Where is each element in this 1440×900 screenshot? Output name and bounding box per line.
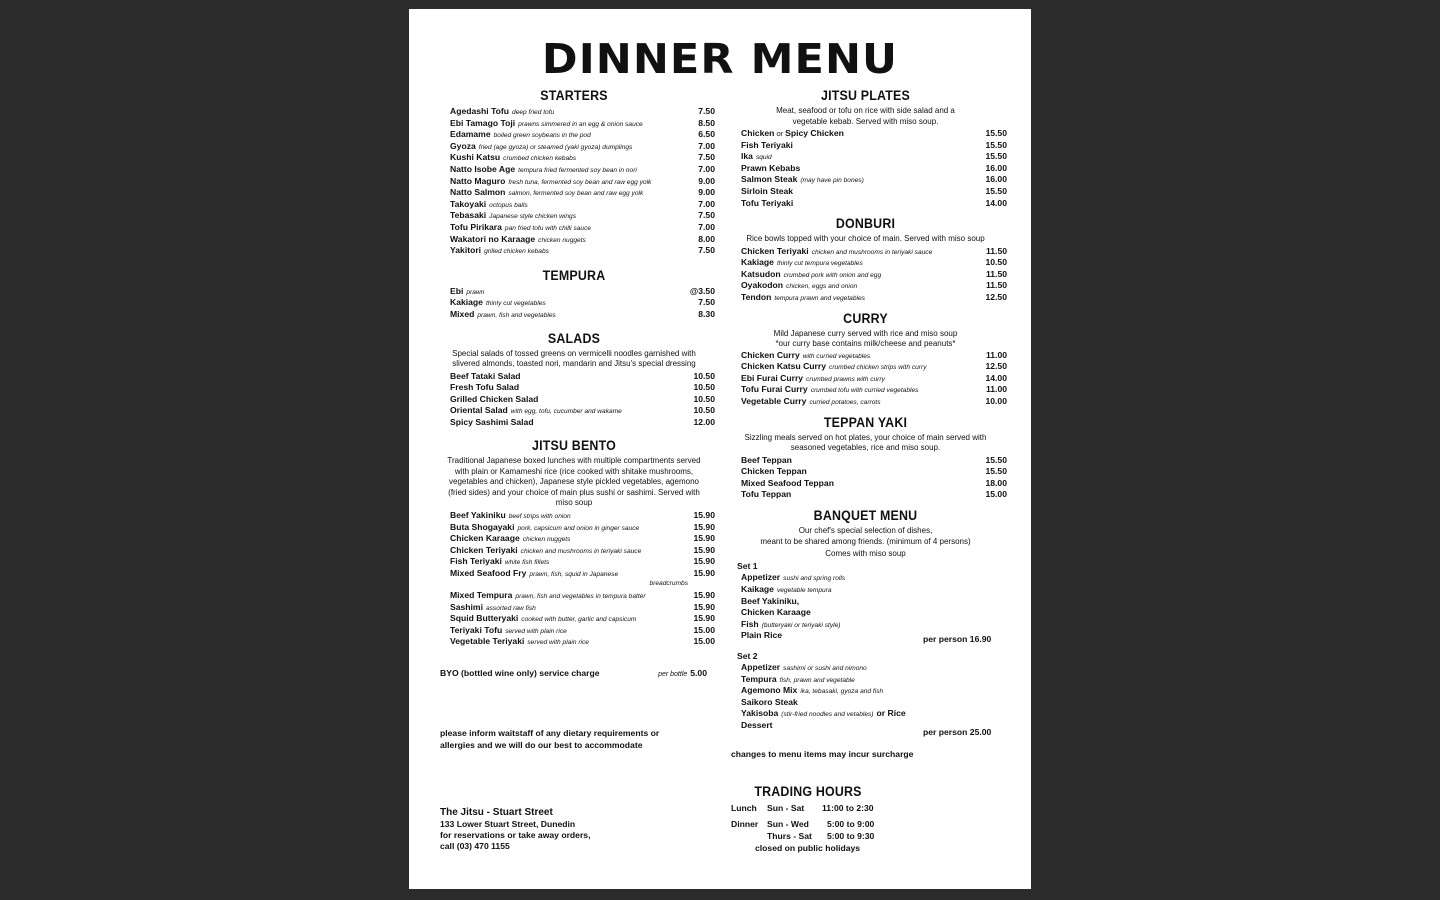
item-description: (stir-fried noodles and vetables) [781, 711, 874, 719]
item-description: (butteryaki or teriyaki style) [761, 621, 841, 629]
lunch-time: 11:00 to 2:30 [822, 803, 874, 813]
menu-item [441, 544, 715, 557]
item-description: prawn [466, 288, 485, 296]
item-description: served with plain rice [527, 639, 589, 647]
starters-list [441, 106, 715, 257]
left-column [441, 88, 715, 648]
item-description: with curried vegetables [802, 352, 871, 360]
item-description: grilled chicken kebabs [484, 248, 549, 256]
item-name: Natto Maguro [450, 175, 506, 186]
dinner-days-1: Sun - Wed [767, 819, 809, 829]
item-name: Natto Isobe Age [450, 163, 516, 174]
menu-item [732, 349, 1007, 362]
menu-item [441, 601, 715, 614]
item-price: 11.50 [985, 280, 1007, 291]
menu-item [441, 393, 715, 406]
item-name: Oriental Salad [450, 405, 508, 416]
item-name: Tendon [741, 292, 772, 303]
lunch-label: Lunch [731, 803, 757, 813]
salads-description: Special salads of tossed greens on vermicelli noodles garnished with slivered almonds, toasted nori, mandarin and Jitsu's special dressing [452, 348, 696, 368]
item-price: 10.00 [985, 396, 1007, 406]
item-description: chicken and mushrooms in teriyaki sauce [811, 248, 933, 256]
item-description: assorted raw fish [485, 604, 536, 612]
item-description: prawns simmered in an egg & onion sauce [518, 120, 643, 128]
menu-item [732, 361, 1007, 373]
item-description: octopus balls [489, 201, 528, 209]
item-price: 15.50 [985, 151, 1007, 162]
menu-item [441, 245, 715, 257]
item-name: Takoyaki [450, 198, 487, 209]
item-description: fresh tuna, fermented soy bean and raw egg yolk [508, 178, 652, 186]
menu-item [732, 489, 1007, 501]
byo-row [440, 668, 707, 678]
menu-item [732, 257, 1007, 269]
item-description: pork, capsicum and onion in ginger sauce [517, 524, 640, 532]
salads-heading: SALADS [547, 330, 601, 346]
item-price: @3.50 [689, 285, 715, 296]
menu-item [441, 129, 715, 141]
item-description: sashimi or sushi and nimono [783, 665, 867, 673]
menu-item [732, 139, 1007, 152]
menu-item [732, 372, 1007, 385]
starters-heading: STARTERS [540, 88, 608, 103]
salads-list [441, 370, 715, 429]
menu-item [732, 619, 999, 631]
item-description: Japanese style chicken wings [489, 213, 577, 221]
donburi-heading: DONBURI [835, 216, 896, 232]
item-name: Tofu Teriyaki [741, 197, 794, 208]
item-name: Dessert [741, 720, 773, 730]
item-price: 15.90 [693, 556, 715, 567]
item-description: crumbed chicken strips with curry [829, 364, 927, 372]
item-description: pan fried tofu with chilli sauce [504, 224, 592, 232]
item-price: 10.50 [693, 405, 715, 416]
item-price: 7.50 [698, 152, 715, 163]
byo-unit: per bottle [658, 671, 688, 678]
item-name: Beef Yakiniku, [741, 595, 800, 606]
menu-item [732, 662, 999, 674]
item-name: Agemono Mix [741, 685, 798, 696]
item-description: crumbed tofu with curried vegetables [810, 387, 919, 395]
item-name: Kakiage [450, 297, 483, 308]
menu-item [732, 572, 999, 584]
menu-item [441, 556, 715, 568]
item-name: Natto Salmon [450, 187, 506, 198]
item-or: or [776, 129, 784, 138]
item-price: 7.50 [698, 297, 715, 308]
item-description: crumbed prawns with curry [806, 375, 885, 383]
trading-hours [731, 785, 971, 854]
item-name: Tofu Pirikara [450, 221, 502, 232]
item-price: 15.50 [985, 139, 1007, 150]
teppan-description: Sizzling meals served on hot plates, your choice of main served with seasoned vegetables, rice and miso soup. [744, 432, 987, 453]
item-name: Buta Shogayaki [450, 521, 515, 532]
item-price: 15.50 [985, 466, 1007, 477]
page-title: DINNER MENU [541, 35, 899, 83]
curry-list [732, 349, 1007, 408]
item-name: Agedashi Tofu [450, 106, 510, 116]
item-price: 15.90 [693, 567, 715, 578]
item-description: served with plain rice [505, 627, 567, 635]
bento-list [441, 509, 715, 648]
item-name: Teriyaki Tofu [450, 624, 503, 635]
item-price: 6.50 [698, 129, 715, 140]
item-name: Beef Tataki Salad [450, 370, 521, 381]
item-price: 7.00 [698, 221, 715, 232]
item-price: 7.50 [698, 245, 715, 256]
item-price: 15.90 [693, 613, 715, 624]
item-price: 15.90 [693, 533, 715, 544]
menu-item [441, 117, 715, 130]
teppan-list [732, 454, 1007, 501]
plates-description: Meat, seafood or tofu on rice with side salad and a vegetable kebab. Served with miso soup. [776, 106, 955, 126]
item-description: prawn, fish and vegetables in tempura batter [515, 592, 646, 600]
item-price: 14.00 [985, 372, 1007, 383]
banquet-description-1: Our chef's special selection of dishes, [798, 525, 933, 535]
menu-item [441, 221, 715, 234]
item-name: Ebi Tamago Toji [450, 117, 516, 128]
item-name: Sashimi [450, 601, 483, 612]
item-price: 14.00 [985, 197, 1007, 208]
curry-description: Mild Japanese curry served with rice and miso soup [773, 328, 958, 338]
item-price: 11.50 [985, 245, 1007, 256]
item-name: Appetizer [741, 662, 781, 673]
item-description: boiled green soybeans in the pod [493, 132, 591, 140]
item-description: crumbed chicken kebabs [503, 155, 577, 163]
item-price: 18.00 [985, 477, 1007, 488]
item-description: squid [755, 154, 772, 162]
set-1-list [732, 572, 999, 642]
menu-item [732, 197, 1007, 210]
item-name: Salmon Steak [741, 174, 798, 185]
item-price: 7.50 [698, 106, 715, 116]
item-description: fried (age gyoza) or steamed (yaki gyoza) dumplings [478, 143, 633, 151]
dinner-time-2: 5:00 to 9:30 [827, 831, 875, 841]
item-description: chicken nuggets [538, 236, 586, 244]
item-description: tempura fried fermented soy bean in nori [518, 166, 637, 174]
item-name: Saikoro Steak [741, 696, 798, 707]
item-name: Chicken Curry [741, 349, 800, 360]
item-price: 7.00 [698, 198, 715, 209]
item-description: vegetable tempura [776, 587, 832, 595]
item-name: Fish Teriyaki [741, 139, 793, 150]
menu-item [441, 175, 715, 188]
menu-item [732, 268, 1007, 281]
item-name: Vegetable Curry [741, 396, 807, 406]
menu-item [441, 382, 715, 394]
item-price: 8.30 [698, 308, 715, 319]
menu-item [732, 454, 1007, 467]
curry-allergen-note: *our curry base contains milk/cheese and peanuts* [775, 339, 956, 349]
item-name: Yakitori [450, 245, 482, 256]
item-name: Fish Teriyaki [450, 556, 502, 567]
item-name: Kushi Katsu [450, 152, 501, 163]
menu-item [732, 708, 999, 720]
address-phone: call (03) 470 1155 [440, 841, 510, 851]
item-name: Ika [741, 151, 753, 162]
item-name: Gyoza [450, 140, 476, 151]
address-street: 133 Lower Stuart Street, Dunedin [440, 819, 576, 829]
menu-item [441, 308, 715, 321]
item-description: with egg, tofu, cucumber and wakame [510, 408, 622, 416]
item-name: Ebi [450, 285, 464, 296]
donburi-list [732, 245, 1007, 304]
item-name: Squid Butteryaki [450, 613, 519, 624]
item-description: deep fried tofu [512, 109, 555, 116]
plates-list-rest [732, 139, 1007, 210]
lunch-days: Sun - Sat [767, 803, 805, 813]
item-name: Edamame [450, 129, 491, 140]
item-name: Tofu Teppan [741, 489, 792, 500]
item-price: 15.90 [693, 589, 715, 600]
item-price: 11.00 [985, 384, 1007, 395]
set-2-list [732, 662, 999, 732]
address-block [440, 807, 700, 852]
menu-item [441, 140, 715, 153]
item-name: Grilled Chicken Salad [450, 393, 539, 404]
item-description: ika, tebasaki, gyoza and fish [800, 688, 884, 696]
menu-item [441, 106, 715, 118]
menu-item [441, 533, 715, 545]
item-description: thinly cut vegetables [485, 300, 546, 308]
item-price: 10.50 [693, 382, 715, 393]
item-price: 15.50 [985, 128, 1007, 138]
menu-item [732, 584, 999, 596]
item-description: prawn, fish and vegetables [477, 311, 556, 319]
item-name-tail: or Rice [876, 708, 906, 719]
tempura-list [441, 285, 715, 321]
item-name: Mixed Seafood Fry [450, 567, 527, 578]
item-description-continued: breadcrumbs [649, 580, 688, 588]
item-name: Tofu Furai Curry [741, 384, 808, 395]
bento-description: Traditional Japanese boxed lunches with multiple compartments served with plain or Kamameshi rice (rice cooked with shitake mushrooms, vegetables and chicken), Japanese style pickled vegetables, agemono (fried sides) and your choice of main plus sushi or sashimi. Served with miso soup [447, 456, 701, 508]
item-description: tempura prawn and vegetables [774, 295, 865, 303]
donburi-description: Rice bowls topped with your choice of main. Served with miso soup [746, 234, 985, 244]
set-1-label: Set 1 [737, 561, 758, 572]
item-description: chicken nuggets [522, 536, 571, 544]
menu-item [441, 233, 715, 246]
item-description: white fish fillets [504, 559, 550, 567]
item-price: 15.90 [693, 509, 715, 520]
tempura-heading: TEMPURA [542, 267, 606, 283]
plates-heading: JITSU PLATES [821, 88, 910, 103]
item-name: Appetizer [741, 572, 781, 583]
item-description: prawn, fish, squid in Japanese [529, 570, 619, 578]
lunch-row [731, 802, 971, 814]
item-price: 15.00 [985, 489, 1007, 500]
item-price: 7.00 [698, 163, 715, 174]
menu-item [441, 416, 715, 429]
item-name: Fresh Tofu Salad [450, 382, 520, 393]
item-price: 12.50 [985, 292, 1007, 303]
menu-item [732, 697, 999, 709]
dinner-time-1: 5:00 to 9:00 [827, 819, 875, 829]
menu-item [441, 521, 715, 534]
item-name: Sirloin Steak [741, 185, 794, 196]
item-name: Chicken Katsu Curry [741, 361, 827, 372]
item-description: cooked with butter, garlic and capsicum [521, 616, 637, 624]
menu-item [441, 210, 715, 222]
menu-item [441, 297, 715, 309]
menu-item [732, 162, 1007, 175]
menu-item [441, 589, 715, 602]
item-price: 12.00 [693, 416, 715, 427]
menu-item [732, 174, 1007, 186]
item-price: 7.00 [698, 140, 715, 151]
menu-item [441, 567, 715, 590]
item-name: Mixed Seafood Teppan [741, 477, 834, 488]
item-price: 11.50 [985, 268, 1007, 279]
set-2-price: per person 25.00 [923, 727, 992, 737]
plates-list [732, 128, 1007, 209]
item-price: 10.50 [693, 393, 715, 404]
item-price: 12.50 [985, 361, 1007, 372]
item-price: 15.50 [985, 454, 1007, 465]
menu-item [732, 292, 1007, 304]
item-name: Wakatori no Karaage [450, 233, 536, 244]
menu-item [441, 509, 715, 522]
menu-item [441, 198, 715, 211]
menu-item [732, 674, 999, 686]
item-price: 8.50 [698, 117, 715, 128]
item-name: Mixed Tempura [450, 589, 513, 600]
menu-page [409, 9, 1031, 889]
item-price: 9.00 [698, 187, 715, 198]
menu-item [732, 607, 999, 619]
item-name: Ebi Furai Curry [741, 372, 804, 383]
menu-item [441, 285, 715, 298]
item-price: 15.90 [693, 601, 715, 612]
item-name: Beef Yakiniku [450, 509, 506, 520]
bento-heading: JITSU BENTO [532, 438, 616, 454]
menu-item [732, 477, 1007, 490]
item-name: Tebasaki [450, 210, 487, 221]
menu-item [732, 596, 999, 608]
set-2-label: Set 2 [737, 651, 758, 662]
item-price: 11.00 [985, 349, 1007, 360]
item-name: Beef Teppan [741, 454, 792, 465]
set-1-price: per person 16.90 [923, 634, 992, 644]
address-reservations: for reservations or take away orders, [440, 830, 591, 840]
item-name: Chicken Karaage [450, 533, 520, 544]
item-description: fish, prawn and vegetable [779, 676, 855, 684]
item-name: Spicy Sashimi Salad [450, 416, 534, 427]
item-price: 16.00 [985, 174, 1007, 185]
item-name: Vegetable Teriyaki [450, 636, 525, 647]
menu-item [441, 405, 715, 417]
curry-heading: CURRY [843, 310, 888, 326]
item-name-alt: Spicy Chicken [785, 128, 844, 138]
item-description: sushi and spring rolls [783, 575, 846, 583]
menu-item [732, 384, 1007, 396]
item-name: Tempura [741, 673, 777, 684]
item-name: Plain Rice [741, 630, 783, 641]
item-price: 9.00 [698, 175, 715, 186]
menu-item [441, 624, 715, 637]
item-description: thinly cut tempura vegetables [776, 260, 863, 268]
hours-heading: TRADING HOURS [754, 784, 862, 799]
item-name: Chicken [741, 128, 775, 138]
item-name: Mixed [450, 308, 475, 319]
menu-item [441, 163, 715, 176]
byo-price: 5.00 [690, 668, 707, 678]
menu-item [441, 636, 715, 648]
dinner-days-2: Thurs - Sat [767, 831, 812, 841]
item-name: Katsudon [741, 268, 781, 279]
item-price: 8.00 [698, 233, 715, 244]
dinner-row-1 [731, 818, 971, 830]
menu-item [732, 128, 1007, 140]
menu-item [441, 370, 715, 383]
item-name: Chicken Teriyaki [450, 544, 518, 555]
dietary-note: please inform waitstaff of any dietary requirements or allergies and we will do our best to accommodate [440, 728, 660, 750]
item-price: 15.00 [693, 636, 715, 647]
item-name: Yakisoba [741, 708, 779, 719]
teppan-heading: TEPPAN YAKI [823, 414, 908, 430]
item-description: chicken and mushrooms in teriyaki sauce [520, 547, 642, 555]
menu-item [732, 396, 1007, 408]
item-name: Prawn Kebabs [741, 162, 801, 173]
banquet-heading: BANQUET MENU [813, 507, 918, 523]
item-price: 16.00 [985, 162, 1007, 173]
item-price: 15.90 [693, 544, 715, 555]
address-name: The Jitsu - Stuart Street [440, 807, 553, 818]
item-name: Kakiage [741, 257, 774, 268]
dinner-row-2 [731, 830, 971, 842]
item-description: (may have pin bones) [800, 177, 864, 185]
menu-item [441, 187, 715, 199]
item-description: beef strips with onion [508, 512, 571, 520]
closed-note: closed on public holidays [755, 843, 861, 853]
menu-item [441, 613, 715, 625]
item-price: 7.50 [698, 210, 715, 221]
item-price: 15.00 [693, 624, 715, 635]
menu-item [732, 185, 1007, 198]
item-name: Chicken Karaage [741, 607, 811, 618]
menu-item [732, 151, 1007, 163]
item-price: 10.50 [693, 370, 715, 381]
menu-item [441, 152, 715, 164]
item-name: Fish [741, 618, 759, 629]
item-description: salmon, fermented soy bean and raw egg yolk [508, 190, 644, 198]
menu-item [732, 466, 1007, 478]
item-description: crumbed pork with onion and egg [783, 271, 882, 279]
menu-item [732, 685, 999, 697]
menu-item [732, 245, 1007, 258]
item-price: 15.50 [985, 185, 1007, 196]
item-description: chicken, eggs and onion [786, 283, 858, 291]
item-description: curried potatoes, carrots [809, 399, 881, 406]
item-name: Chicken Teppan [741, 466, 807, 477]
banquet-description-3: Comes with miso soup [825, 548, 906, 558]
menu-item [732, 280, 1007, 292]
byo-label: BYO (bottled wine only) service charge [440, 668, 600, 678]
item-name: Chicken Teriyaki [741, 245, 809, 256]
dinner-label: Dinner [731, 819, 759, 829]
item-name: Oyakodon [741, 280, 784, 291]
item-price: 10.50 [985, 257, 1007, 268]
surcharge-note: changes to menu items may incur surcharge [731, 749, 914, 759]
item-name: Kaikage [741, 584, 774, 595]
item-price: 15.90 [693, 521, 715, 532]
banquet-description-2: meant to be shared among friends. (minimum of 4 persons) [760, 537, 971, 547]
